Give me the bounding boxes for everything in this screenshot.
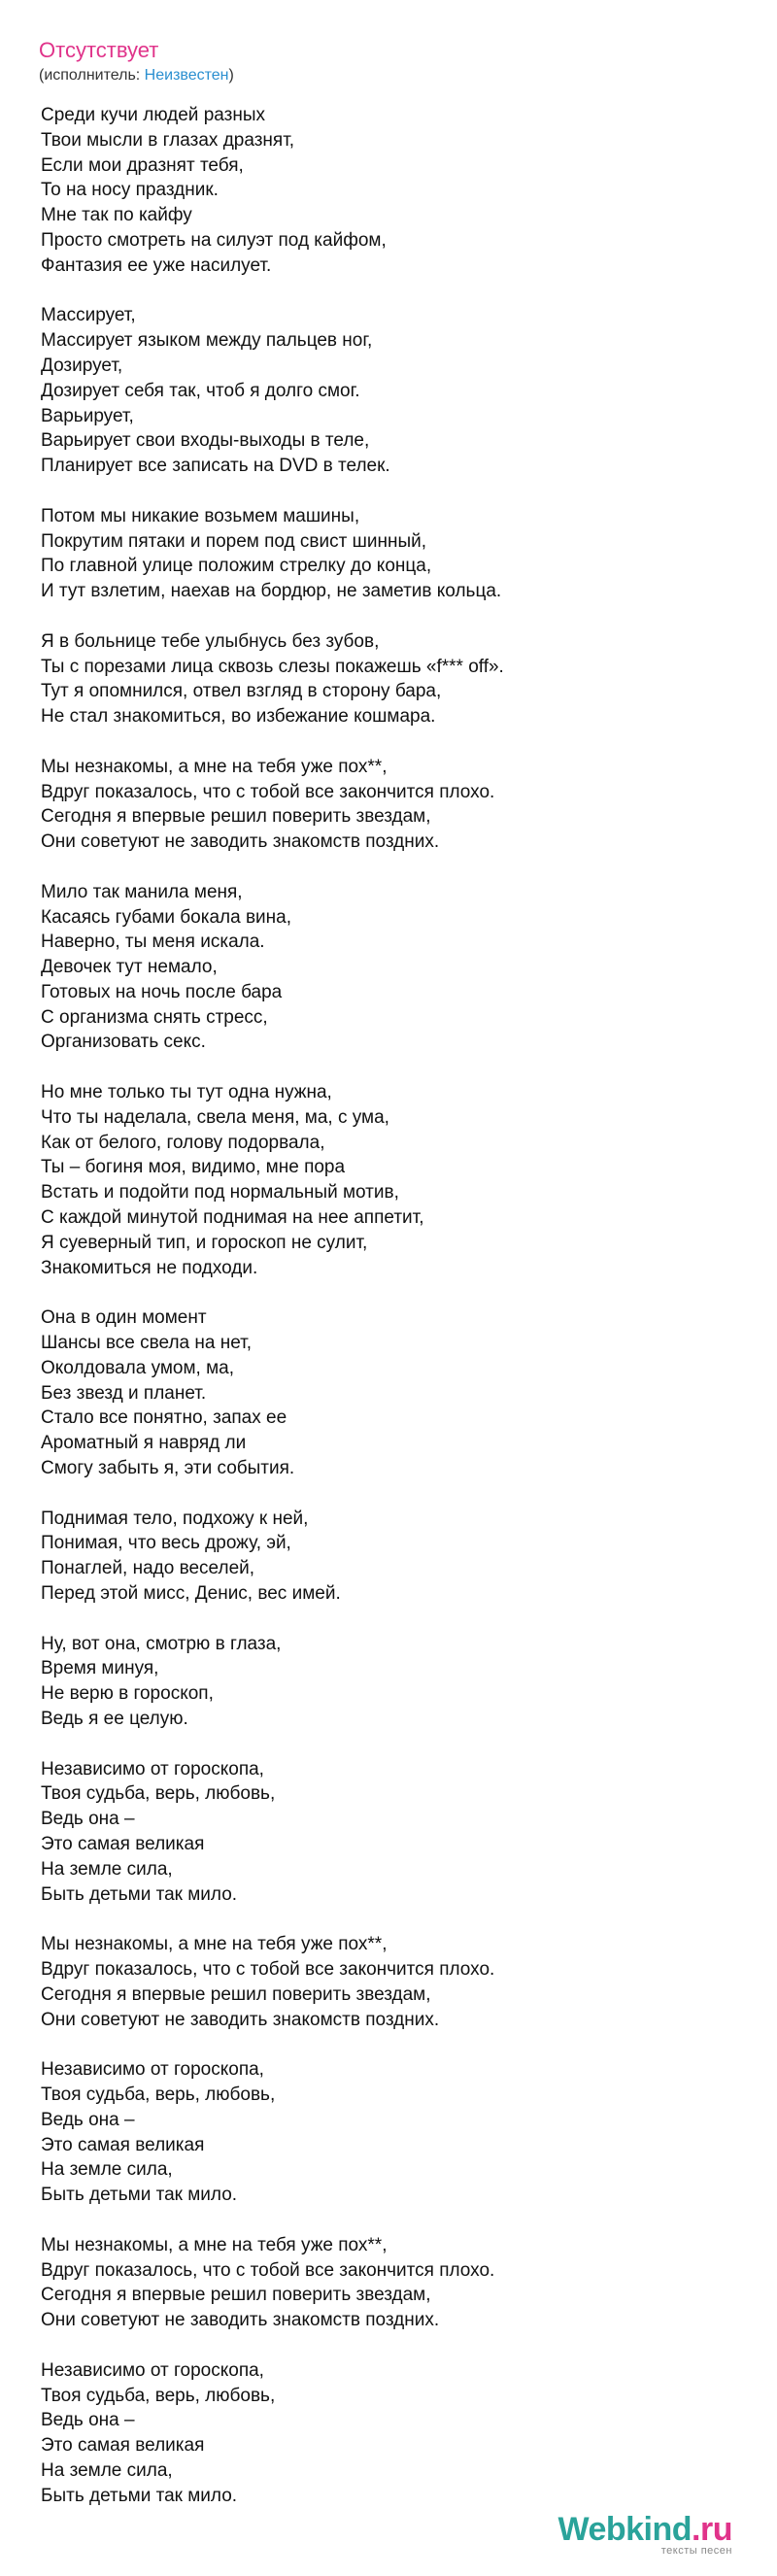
lyrics-line: Вдруг показалось, что с тобой все закончится плохо. bbox=[41, 2259, 495, 2281]
lyrics-line: Без звезд и планет. bbox=[41, 1382, 207, 1404]
lyrics-line: Вдруг показалось, что с тобой все закончится плохо. bbox=[41, 1958, 495, 1980]
lyrics-line: Наверно, ты меня искала. bbox=[41, 932, 265, 953]
lyrics-line: Встать и подойти под нормальный мотив, bbox=[41, 1182, 399, 1203]
lyrics-line: Мило так манила меня, bbox=[41, 881, 243, 902]
logo-web-text: Web bbox=[557, 2511, 626, 2548]
lyrics-line: Как от белого, голову подорвала, bbox=[41, 1132, 325, 1153]
lyrics-stanza bbox=[41, 1632, 740, 1732]
lyrics-line: И тут взлетим, наехав на бордюр, не заметив кольца. bbox=[41, 581, 502, 602]
lyrics-line: На земле сила, bbox=[41, 2159, 173, 2181]
lyrics-line: Они советуют не заводить знакомств поздних. bbox=[41, 2009, 440, 2030]
lyrics-line: Сегодня я впервые решил поверить звездам, bbox=[41, 1983, 431, 2005]
lyrics-line: Массирует языком между пальцев ног, bbox=[41, 330, 373, 352]
lyrics-stanza bbox=[41, 2233, 740, 2333]
lyrics-line: Быть детьми так мило. bbox=[41, 1883, 238, 1905]
logo-tagline: тексты песен bbox=[660, 2545, 732, 2557]
lyrics-line: Твои мысли в глазах дразнят, bbox=[41, 129, 295, 151]
lyrics-line: Твоя судьба, верь, любовь, bbox=[41, 2385, 276, 2406]
lyrics-line: Стало все понятно, запах ее bbox=[41, 1407, 287, 1429]
lyrics-line: Это самая великая bbox=[41, 1833, 205, 1854]
lyrics-line: Что ты наделала, свела меня, ма, с ума, bbox=[41, 1106, 389, 1128]
lyrics-line: Околдовала умом, ма, bbox=[41, 1357, 235, 1378]
lyrics-line: Я суеверный тип, и гороскоп не сулит, bbox=[41, 1232, 368, 1253]
lyrics-line: Сегодня я впервые решил поверить звездам, bbox=[41, 806, 431, 828]
lyrics-line: С организма снять стресс, bbox=[41, 1006, 268, 1028]
lyrics-line: Варьирует свои входы-выходы в теле, bbox=[41, 430, 370, 452]
lyrics-stanza bbox=[41, 1757, 740, 1908]
lyrics-line: Понимая, что весь дрожу, эй, bbox=[41, 1533, 291, 1554]
lyrics-stanza bbox=[41, 629, 740, 729]
lyrics-line: Не стал знакомиться, во избежание кошмара. bbox=[41, 706, 436, 728]
lyrics-stanza bbox=[41, 755, 740, 855]
lyrics-line: Это самая великая bbox=[41, 2134, 205, 2155]
logo-wordmark bbox=[557, 2512, 732, 2547]
lyrics-line: Ведь она – bbox=[41, 2109, 135, 2130]
lyrics-line: Тут я опомнился, отвел взгляд в сторону бара, bbox=[41, 681, 442, 702]
lyrics-line: Ты – богиня моя, видимо, мне пора bbox=[41, 1157, 346, 1178]
lyrics-stanza bbox=[41, 103, 740, 279]
lyrics-line: Поднимая тело, подхожу к ней, bbox=[41, 1508, 309, 1529]
lyrics-line: Независимо от гороскопа, bbox=[41, 2359, 264, 2381]
lyrics-line: Перед этой мисс, Денис, вес имей. bbox=[41, 1583, 341, 1605]
lyrics-line: По главной улице положим стрелку до конца, bbox=[41, 556, 432, 577]
lyrics-stanza bbox=[41, 2057, 740, 2208]
lyrics-line: Среди кучи людей разных bbox=[41, 105, 265, 125]
lyrics-line: Готовых на ночь после бара bbox=[41, 981, 283, 1002]
lyrics-line: Ведь она – bbox=[41, 1809, 135, 1830]
artist-prefix: (исполнитель: bbox=[39, 67, 145, 84]
logo-ru-text: .ru bbox=[692, 2511, 732, 2548]
lyrics-stanza bbox=[41, 1305, 740, 1481]
lyrics-line: Мы незнакомы, а мне на тебя уже пох**, bbox=[41, 1934, 388, 1955]
artist-line bbox=[39, 66, 234, 85]
lyrics-line: Варьирует, bbox=[41, 405, 134, 426]
lyrics-line: Фантазия ее уже насилует. bbox=[41, 254, 272, 276]
lyrics-line: Мы незнакомы, а мне на тебя уже пох**, bbox=[41, 756, 388, 777]
lyrics-line: Но мне только ты тут одна нужна, bbox=[41, 1082, 332, 1103]
lyrics-line: Смогу забыть я, эти события. bbox=[41, 1458, 295, 1479]
lyrics-line: На земле сила, bbox=[41, 1858, 173, 1880]
lyrics-line: Это самая великая bbox=[41, 2435, 205, 2457]
page-title: Отсутствует bbox=[39, 38, 159, 62]
lyrics-stanza bbox=[41, 1507, 740, 1607]
lyrics-line: Массирует, bbox=[41, 305, 136, 326]
lyrics-line: Мне так по кайфу bbox=[41, 205, 192, 226]
lyrics-line: Они советуют не заводить знакомств поздних. bbox=[41, 2310, 440, 2331]
lyrics-line: Быть детьми так мило. bbox=[41, 2485, 238, 2506]
lyrics-line: Шансы все свела на нет, bbox=[41, 1333, 253, 1354]
lyrics-line: С каждой минутой поднимая на нее аппетит, bbox=[41, 1207, 424, 1229]
lyrics-stanza bbox=[41, 303, 740, 479]
artist-suffix: ) bbox=[228, 67, 234, 84]
lyrics-line: Девочек тут немало, bbox=[41, 957, 218, 978]
artist-link[interactable]: Неизвестен bbox=[144, 67, 229, 84]
lyrics-line: Ведь я ее целую. bbox=[41, 1709, 188, 1729]
lyrics-line: Независимо от гороскопа, bbox=[41, 1758, 264, 1779]
lyrics-line: Потом мы никакие возьмем машины, bbox=[41, 505, 360, 526]
lyrics-line: Покрутим пятаки и порем под свист шинный, bbox=[41, 530, 426, 552]
lyrics-line: Дозирует себя так, чтоб я долго смог. bbox=[41, 380, 360, 401]
lyrics-line: Знакомиться не подходи. bbox=[41, 1257, 258, 1278]
lyrics-stanza bbox=[41, 880, 740, 1056]
lyrics-line: Понаглей, надо веселей, bbox=[41, 1558, 255, 1579]
lyrics-line: Организовать секс. bbox=[41, 1032, 206, 1053]
lyrics-line: Мы незнакомы, а мне на тебя уже пох**, bbox=[41, 2234, 388, 2255]
lyrics-line: Время минуя, bbox=[41, 1658, 159, 1679]
lyrics-line: Ну, вот она, смотрю в глаза, bbox=[41, 1633, 282, 1654]
lyrics-line: Быть детьми так мило. bbox=[41, 2185, 238, 2206]
lyrics-line: Просто смотреть на силуэт под кайфом, bbox=[41, 229, 387, 251]
lyrics-stanza bbox=[41, 2358, 740, 2509]
lyrics-line: Если мои дразнят тебя, bbox=[41, 154, 244, 176]
lyrics-line: Я в больнице тебе улыбнусь без зубов, bbox=[41, 630, 380, 652]
lyrics-line: Она в один момент bbox=[41, 1307, 207, 1329]
lyrics-stanza bbox=[41, 1080, 740, 1280]
logo-kind-text: kind bbox=[625, 2511, 693, 2548]
lyrics-line: Касаясь губами бокала вина, bbox=[41, 906, 292, 928]
lyrics-line: Твоя судьба, верь, любовь, bbox=[41, 1783, 276, 1805]
lyrics-line: Дозирует, bbox=[41, 355, 123, 376]
lyrics-stanza bbox=[41, 504, 740, 604]
lyrics-line: Независимо от гороскопа, bbox=[41, 2059, 264, 2081]
lyrics-line: То на носу праздник. bbox=[41, 180, 219, 201]
lyrics-stanza bbox=[41, 1932, 740, 2032]
lyrics-line: Планирует все записать на DVD в телек. bbox=[41, 456, 390, 477]
lyrics-line: Твоя судьба, верь, любовь, bbox=[41, 2084, 276, 2105]
lyrics-body bbox=[41, 103, 740, 2533]
lyrics-line: Они советуют не заводить знакомств поздних. bbox=[41, 831, 440, 853]
lyrics-line: Ты с порезами лица сквозь слезы покажешь «f*** off». bbox=[41, 656, 504, 677]
lyrics-line: Не верю в гороскоп, bbox=[41, 1683, 214, 1705]
lyrics-line: На земле сила, bbox=[41, 2459, 173, 2481]
lyrics-line: Ведь она – bbox=[41, 2410, 135, 2431]
lyrics-line: Сегодня я впервые решил поверить звездам, bbox=[41, 2285, 431, 2306]
page-header bbox=[39, 37, 234, 85]
lyrics-line: Ароматный я навряд ли bbox=[41, 1433, 247, 1454]
site-logo[interactable] bbox=[557, 2512, 732, 2557]
lyrics-line: Вдруг показалось, что с тобой все закончится плохо. bbox=[41, 781, 495, 802]
